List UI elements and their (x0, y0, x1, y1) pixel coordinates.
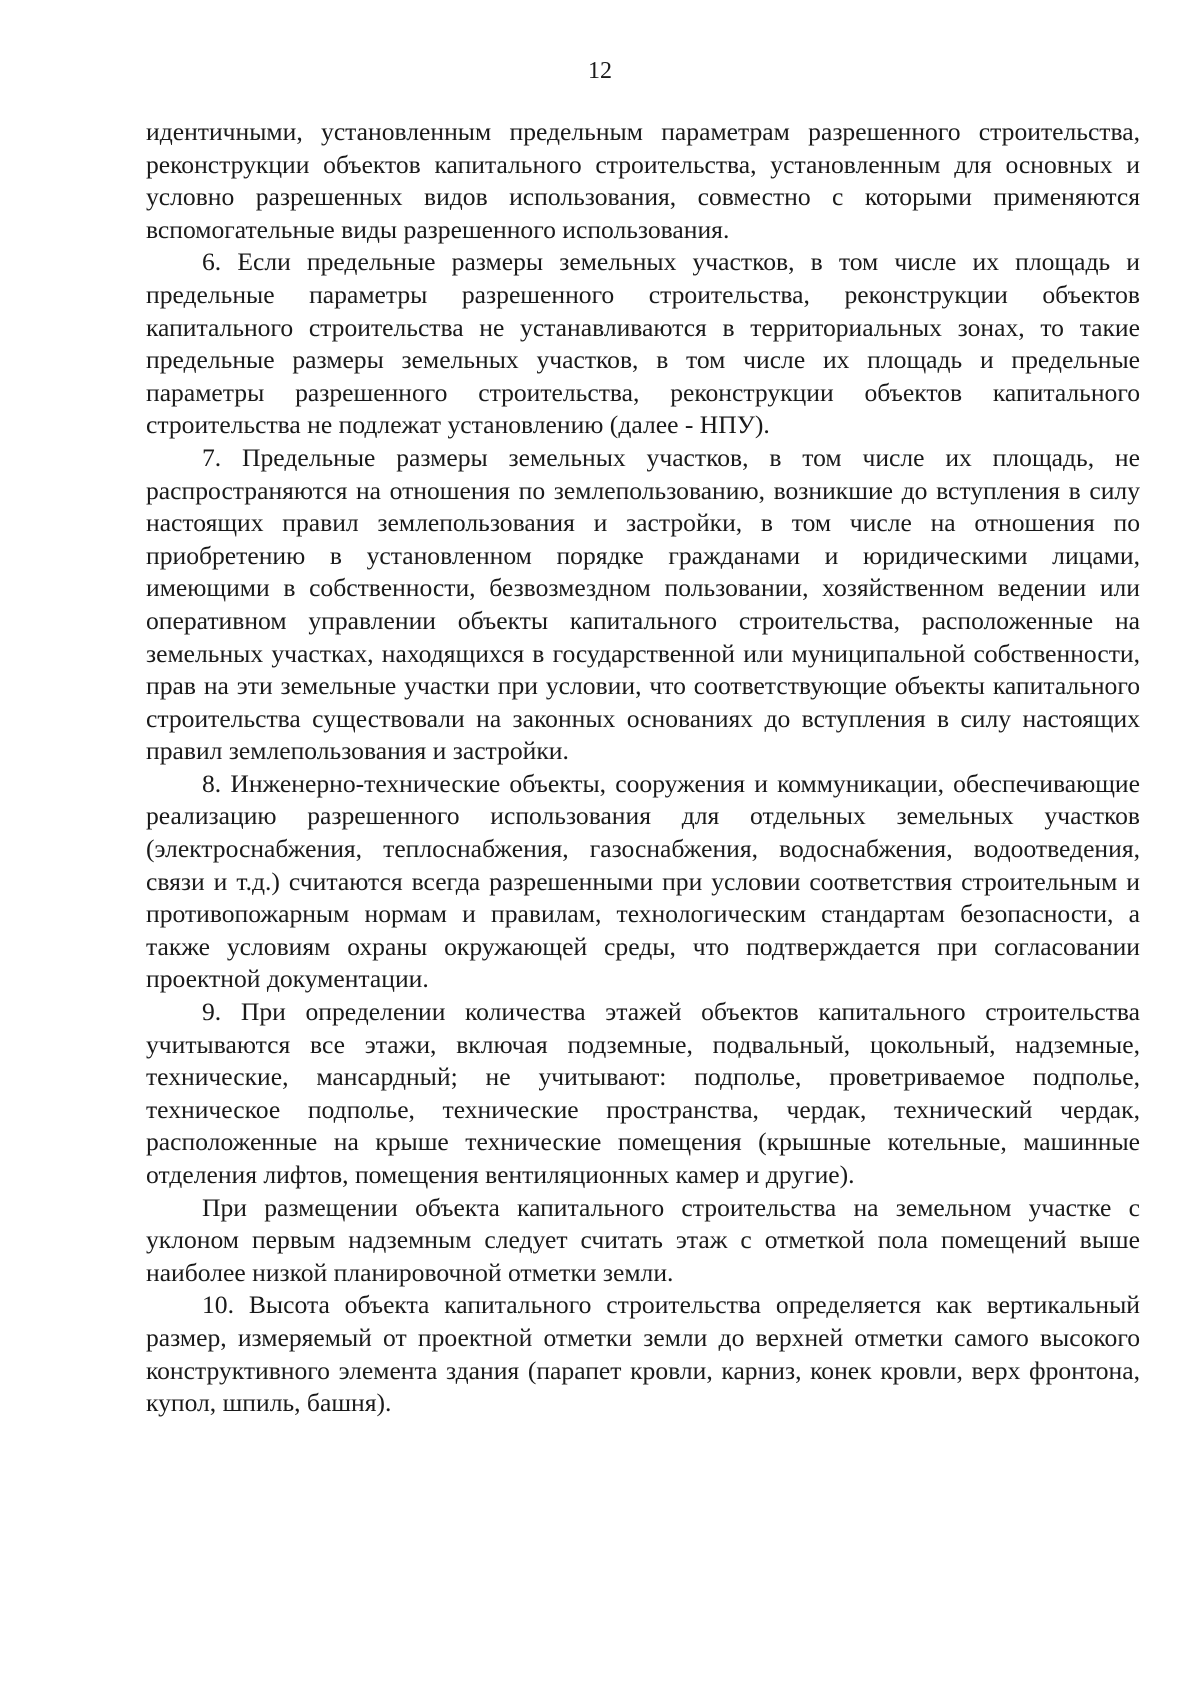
paragraph-item-9: 9. При определении количества этажей объектов капитального строительства учитываются все этажи, включая подземные, подвальный, цокольный, надземные, технические, мансардный; не учитывают: подполье, проветриваемое подполье, техническое подполье, технические пространства, чердак, технический чердак, расположенные на крыше технические помещения (крышные котельные, машинные отделения лифтов, помещения вентиляционных камер и другие). (146, 997, 1140, 1189)
paragraph-item-6: 6. Если предельные размеры земельных участков, в том числе их площадь и предельные параметры разрешенного строительства, реконструкции объектов капитального строительства не устанавливаются в территориальных зонах, то такие предельные размеры земельных участков, в том числе их площадь и предельные параметры разрешенного строительства, реконструкции объектов капитального строительства не подлежат установлению (далее - НПУ). (146, 247, 1140, 440)
paragraph-continuation: идентичными, установленным предельным параметрам разрешенного строительства, реконструкции объектов капитального строительства, установленным для основных и условно разрешенных видов использования, совместно с которыми применяются вспомогательные виды разрешенного использования. (146, 117, 1140, 244)
paragraph-item-7: 7. Предельные размеры земельных участков, в том числе их площадь, не распространяются на отношения по землепользованию, возникшие до вступления в силу настоящих правил землепользования и застройки, в том числе на отношения по приобретению в установленном порядке гражданами и юридическими лицами, имеющими в собственности, безвозмездном пользовании, хозяйственном ведении или оперативном управлении объекты капитального строительства, расположенные на земельных участках, находящихся в государственной или муниципальной собственности, прав на эти земельные участки при условии, что соответствующие объекты капитального строительства существовали на законных основаниях до вступления в силу настоящих правил землепользования и застройки. (146, 442, 1140, 766)
paragraph-item-10: 10. Высота объекта капитального строительства определяется как вертикальный размер, измеряемый от проектной отметки земли до верхней отметки самого высокого конструктивного элемента здания (парапет кровли, карниз, конек кровли, верх фронтона, купол, шпиль, башня). (146, 1290, 1140, 1418)
paragraph-item-8: 8. Инженерно-технические объекты, сооружения и коммуникации, обеспечивающие реализацию разрешенного использования для отдельных земельных участков (электроснабжения, теплоснабжения, газоснабжения, водоснабжения, водоотведения, связи и т.д.) считаются всегда разрешенными при условии соответствия строительным и противопожарным нормам и правилам, технологическим стандартам безопасности, а также условиям охраны окружающей среды, что подтверждается при согласовании проектной документации. (146, 768, 1140, 994)
document-body (146, 116, 1140, 1420)
paragraph-item-9-note: При размещении объекта капитального строительства на земельном участке с уклоном первым надземным следует считать этаж с отметкой пола помещений выше наиболее низкой планировочной отметки земли. (146, 1192, 1140, 1287)
page-number: 12 (588, 58, 612, 84)
